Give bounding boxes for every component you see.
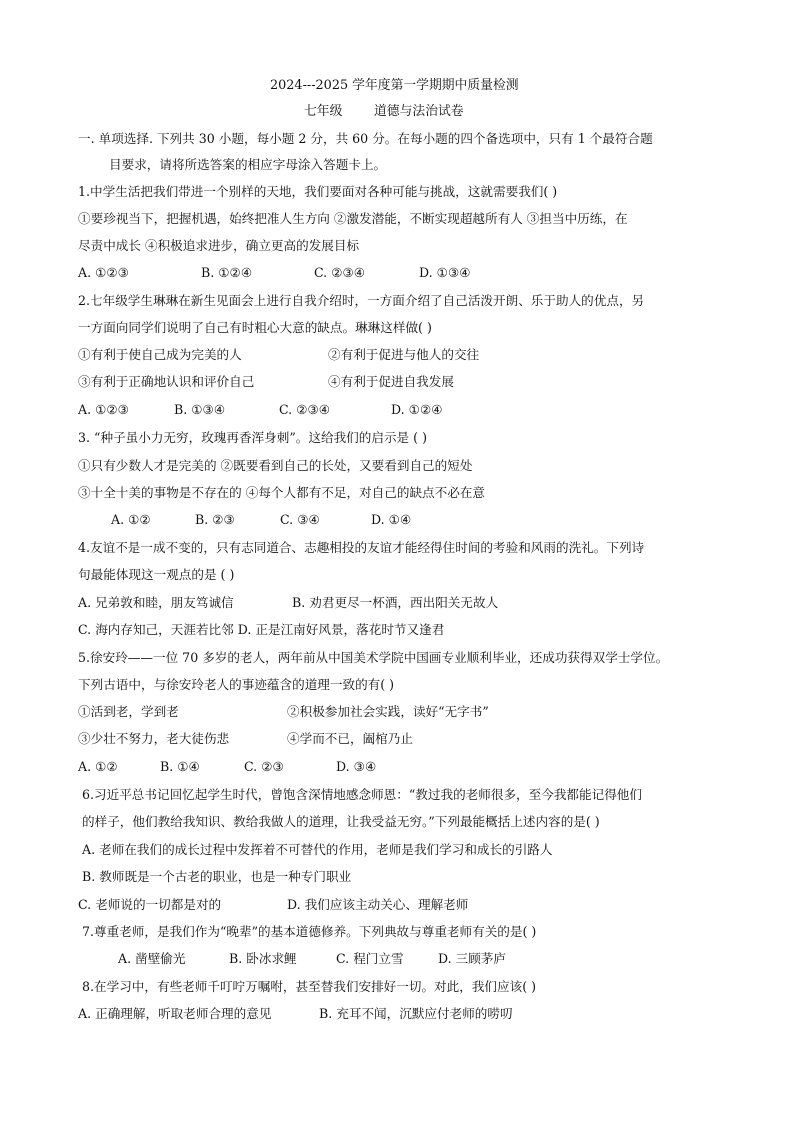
section-instruction-line2: 目要求，请将所选答案的相应字母涂入答题卡上。 (109, 157, 387, 172)
q4-stem-line1: 4.友谊不是一成不变的，只有志同道合、志趣相投的友谊才能经得住时间的考验和风雨的洗礼。下列诗 (78, 540, 645, 555)
q1-option-a: A. ①②③ (78, 265, 129, 280)
exam-subject: 道德与法治试卷 (374, 104, 464, 119)
q8-stem: 8.在学习中，有些老师千叮咛万嘱咐，甚至替我们安排好一切。对此，我们应该( ) (82, 979, 537, 994)
q6-stem-line2: 的样子，他们教给我知识、教给我做人的道理，让我受益无穷。”下列最能概括上述内容的是( ) (82, 814, 600, 829)
q2-statement-4: ④有利于促进自我发展 (328, 374, 454, 389)
q3-option-b: B. ②③ (195, 512, 235, 527)
q8-option-a: A. 正确理解，听取老师合理的意见 (78, 1006, 272, 1021)
q3-option-c: C. ③④ (280, 512, 320, 527)
q7-option-a: A. 凿壁偷光 (118, 951, 186, 966)
q1-statements-line1: ①要珍视当下，把握机遇，始终把准人生方向 ②激发潜能，不断实现超越所有人 ③担当中历练，在 (78, 211, 628, 226)
q1-option-b: B. ①②④ (201, 265, 253, 280)
exam-title: 2024---2025 学年度第一学期期中质量检测 (270, 78, 519, 93)
q7-option-d: D. 三顾茅庐 (438, 951, 507, 966)
q2-option-c: C. ②③④ (279, 402, 331, 417)
q1-stem: 1.中学生活把我们带进一个别样的天地，我们要面对各种可能与挑战，这就需要我们( ) (78, 184, 558, 199)
q6-option-d: D. 我们应该主动关心、理解老师 (287, 897, 469, 912)
q2-statement-2: ②有利于促进与他人的交往 (328, 347, 480, 362)
q1-statements-line2: 尽责中成长 ④积极追求进步，确立更高的发展目标 (78, 238, 360, 253)
q7-option-c: C. 程门立雪 (336, 951, 404, 966)
q3-option-a: A. ①② (111, 512, 151, 527)
q3-statements-line1: ①只有少数人才是完美的 ②既要看到自己的长处，又要看到自己的短处 (78, 458, 473, 473)
q2-option-a: A. ①②③ (78, 402, 129, 417)
q2-stem-line2: 一方面向同学们说明了自己有时粗心大意的缺点。琳琳这样做( ) (78, 320, 432, 335)
q3-option-d: D. ①④ (371, 512, 412, 527)
section-instruction-line1: 一. 单项选择. 下列共 30 小题，每小题 2 分，共 60 分。在每小题的四个备选项中，只有 1 个最符合题 (78, 131, 653, 146)
q7-stem: 7.尊重老师，是我们作为“晚辈”的基本道德修养。下列典故与尊重老师有关的是( ) (82, 924, 537, 939)
q6-option-a: A. 老师在我们的成长过程中发挥着不可替代的作用，老师是我们学习和成长的引路人 (82, 842, 553, 857)
q5-statement-2: ②积极参加社会实践，读好“无字书” (287, 704, 489, 719)
q7-option-b: B. 卧冰求鲤 (229, 951, 297, 966)
q5-option-a: A. ①② (78, 759, 118, 774)
q5-option-c: C. ②③ (244, 759, 284, 774)
q8-option-b: B. 充耳不闻，沉默应付老师的唠叨 (319, 1006, 513, 1021)
q5-stem-line2: 下列古语中，与徐安玲老人的事迹蕴含的道理一致的有( ) (78, 677, 395, 692)
q5-option-b: B. ①④ (160, 759, 200, 774)
q2-option-b: B. ①③④ (174, 402, 226, 417)
q1-option-d: D. ①③④ (419, 265, 471, 280)
q5-option-d: D. ③④ (336, 759, 377, 774)
q4-option-a: A. 兄弟敦和睦，朋友笃诚信 (78, 595, 234, 610)
q3-statements-line2: ③十全十美的事物是不存在的 ④每个人都有不足，对自己的缺点不必在意 (78, 485, 486, 500)
q1-option-c: C. ②③④ (314, 265, 366, 280)
q5-statement-4: ④学而不已，阖棺乃止 (287, 731, 413, 746)
q6-stem-line1: 6.习近平总书记回忆起学生时代，曾饱含深情地感念师恩：“教过我的老师很多，至今我都能记得他们 (82, 787, 642, 802)
q3-stem: 3. “种子虽小力无穷，玫瑰再香浑身刺”。这给我们的启示是 ( ) (78, 430, 427, 445)
q2-option-d: D. ①②④ (391, 402, 443, 417)
q6-option-c: C. 老师说的一切都是对的 (78, 897, 222, 912)
q4-options-cd: C. 海内存知己，天涯若比邻 D. 正是江南好风景，落花时节又逢君 (78, 622, 445, 637)
q2-stem-line1: 2.七年级学生琳琳在新生见面会上进行自我介绍时，一方面介绍了自己活泼开朗、乐于助人的优点，另 (78, 293, 645, 308)
q2-statement-1: ①有利于使自己成为完美的人 (78, 347, 242, 362)
q2-statement-3: ③有利于正确地认识和评价自己 (78, 374, 255, 389)
q4-stem-line2: 句最能体现这一观点的是 ( ) (78, 567, 235, 582)
q5-stem-line1: 5.徐安玲——一位 70 多岁的老人，两年前从中国美术学院中国画专业顺利毕业，还成功获得双学士学位。 (78, 650, 669, 665)
q5-statement-3: ③少壮不努力，老大徒伤悲 (78, 731, 230, 746)
exam-grade: 七年级 (304, 104, 343, 119)
q5-statement-1: ①活到老，学到老 (78, 704, 179, 719)
q4-option-b: B. 劝君更尽一杯酒，西出阳关无故人 (292, 595, 499, 610)
q6-option-b: B. 教师既是一个古老的职业，也是一种专门职业 (82, 869, 352, 884)
